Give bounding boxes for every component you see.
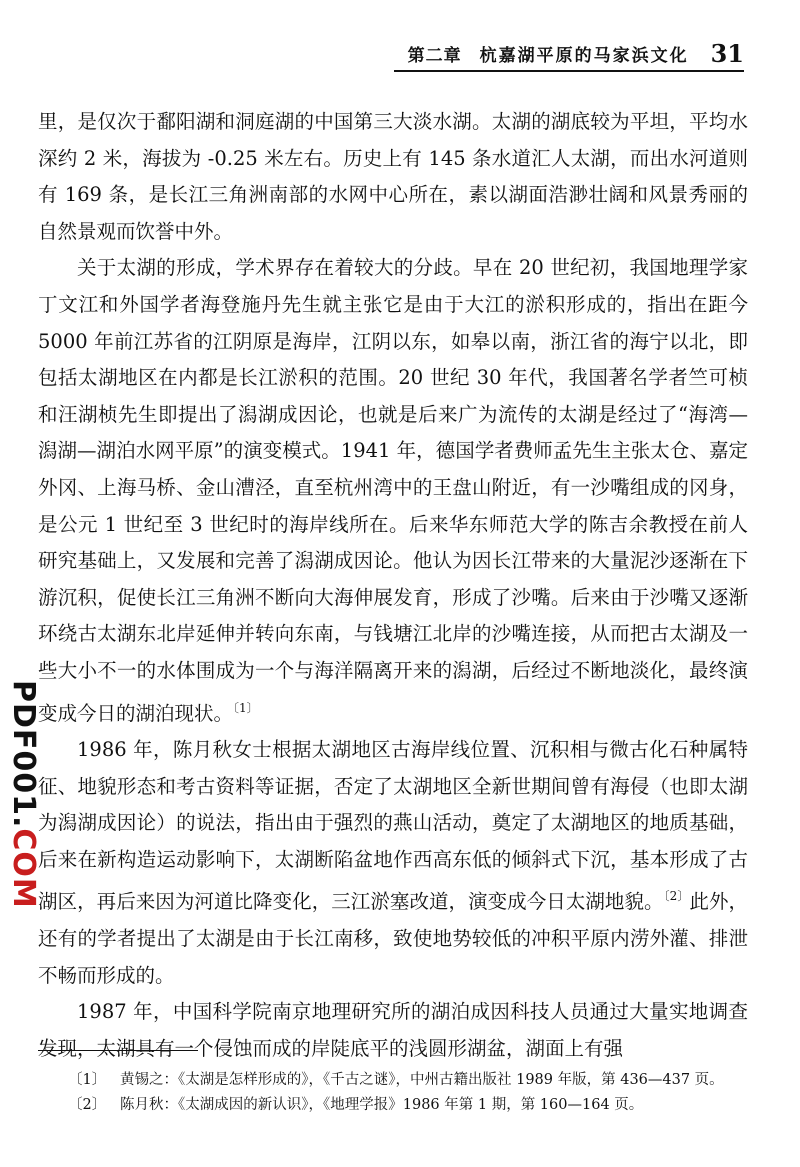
main-text xyxy=(38,104,748,1067)
footnote-divider xyxy=(38,1050,198,1051)
footnote-text: 黄锡之：《太湖是怎样形成的》，《千古之谜》，中州古籍出版社 1989 年版，第 436—437 页。 xyxy=(120,1072,724,1088)
footnote-mark: 〔2〕 xyxy=(68,1097,107,1113)
section-title: 杭嘉湖平原的马家浜文化 xyxy=(479,46,689,66)
paragraph-text: 关于太湖的形成，学术界存在着较大的分歧。早在 20 世纪初，我国地理学家丁文江和外国学者海登施丹先生就主张它是由于大江的淤积形成的，指出在距今 5000 年前江苏省的江阴原是海岸，江阴以东，如皋以南，浙江省的海宁以北，即包括太湖地区在内都是长江淤积的范围。20 世纪 30 年代，我国著名学者竺可桢和汪湖桢先生即提出了潟湖成因论，也就是后来广为流传的太湖是经过了“海湾—潟湖—湖泊水网平原”的演变模式。1941 年，德国学者费师孟先生主张太仓、嘉定外冈、上海马桥、金山漕泾，直至杭州湾中的王盘山附近，有一沙嘴组成的冈身，是公元 1 世纪至 3 世纪时的海岸线所在。后来华东师范大学的陈吉余教授在前人研究基础上，又发展和完善了潟湖成因论。他认为因长江带来的大量泥沙逐渐在下游沉积，促使长江三角洲不断向大海伸展发育，形成了沙嘴。后来由于沙嘴又逐渐环绕古太湖东北岸延伸并转向东南，与钱塘江北岸的沙嘴连接，从而把古太湖及一些大小不一的水体围成为一个与海洋隔离开来的潟湖，后经过不断地淡化，最终演变成今日的湖泊现状。 xyxy=(38,256,748,725)
chapter-label: 第二章 xyxy=(407,46,462,66)
watermark-text: PDF001. xyxy=(6,680,41,829)
paragraph-text: 1986 年，陈月秋女士根据太湖地区古海岸线位置、沉积相与微古化石种属特征、地貌形态和考古资料等证据，否定了太湖地区全新世期间曾有海侵（也即太湖为潟湖成因论）的说法，指出由于强烈的燕山活动，奠定了太湖地区的地质基础，后来在新构造运动影响下，太湖断陷盆地作西高东低的倾斜式下沉，基本形成了古湖区，再后来因为河道比降变化，三江淤塞改道，演变成今日太湖地貌。 xyxy=(38,738,748,914)
footnote-1 xyxy=(68,1068,758,1093)
footnote-ref-1[interactable]: 〔1〕 xyxy=(233,700,259,715)
paragraph-text-continued: 此外，还有的学者提出了太湖是由于长江南移，致使地势较低的冲积平原内涝外灌、排泄不畅而形成的。 xyxy=(38,890,748,987)
footnote-mark: 〔1〕 xyxy=(68,1072,107,1088)
watermark-text-red: COM xyxy=(6,828,41,909)
paragraph-1987-survey: 1987 年，中国科学院南京地理研究所的湖泊成因科技人员通过大量实地调查发现，太湖具有一个侵蚀而成的岸陡底平的浅圆形湖盆，湖面上有强 xyxy=(38,1000,748,1060)
running-header xyxy=(394,36,744,72)
paragraph-lake-formation xyxy=(38,250,748,732)
footnote-ref-2[interactable]: 〔2〕 xyxy=(663,889,690,904)
footnote-2 xyxy=(68,1093,758,1118)
paragraph-1986-theory xyxy=(38,732,748,994)
watermark xyxy=(6,680,41,909)
footnotes xyxy=(68,1068,758,1118)
footnote-text: 陈月秋：《太湖成因的新认识》，《地理学报》1986 年第 1 期，第 160—164 页。 xyxy=(120,1097,644,1113)
page-number: 31 xyxy=(710,39,744,68)
paragraph-continued: 里，是仅次于鄱阳湖和洞庭湖的中国第三大淡水湖。太湖的湖底较为平坦，平均水深约 2 米，海拔为 -0.25 米左右。历史上有 145 条水道汇人太湖，而出水河道则有 169 条，是长江三角洲南部的水网中心所在，素以湖面浩渺壮阔和风景秀丽的自然景观而饮誉中外。 xyxy=(38,110,748,243)
